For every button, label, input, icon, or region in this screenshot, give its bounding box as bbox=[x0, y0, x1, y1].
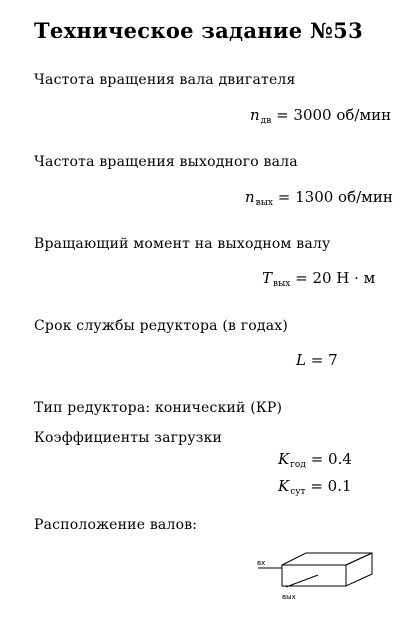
motor-speed-value: = 3000 об/мин bbox=[276, 106, 392, 124]
service-life-symbol: L bbox=[296, 351, 306, 369]
annual-load-symbol: K bbox=[278, 450, 290, 468]
service-life-value: = 7 bbox=[310, 351, 338, 369]
annual-load-formula bbox=[278, 450, 352, 470]
output-shaft-label: вых bbox=[282, 593, 296, 601]
shaft-layout-label: Расположение валов: bbox=[34, 517, 198, 533]
motor-speed-subscript: дв bbox=[260, 116, 272, 126]
output-torque-value: = 20 Н · м bbox=[295, 269, 376, 287]
output-torque-symbol: T bbox=[262, 269, 273, 287]
output-speed-symbol: n bbox=[245, 188, 255, 206]
output-torque-formula bbox=[262, 269, 375, 289]
box-front-face bbox=[282, 565, 346, 586]
input-shaft-label: вх bbox=[257, 559, 266, 567]
load-factors-label: Коэффициенты загрузки bbox=[34, 430, 223, 446]
daily-load-value: = 0.1 bbox=[310, 477, 352, 495]
shaft-layout-diagram bbox=[254, 549, 378, 605]
daily-load-subscript: сут bbox=[290, 487, 306, 497]
output-torque-label: Вращающий момент на выходном валу bbox=[34, 236, 331, 252]
annual-load-value: = 0.4 bbox=[310, 450, 352, 468]
output-speed-subscript: вых bbox=[255, 198, 273, 208]
daily-load-symbol: K bbox=[278, 477, 290, 495]
motor-speed-label: Частота вращения вала двигателя bbox=[34, 72, 296, 88]
output-speed-formula bbox=[245, 188, 393, 208]
service-life-label: Срок службы редуктора (в годах) bbox=[34, 318, 289, 334]
reducer-type-label: Тип редуктора: конический (КР) bbox=[34, 400, 283, 416]
output-torque-subscript: вых bbox=[273, 279, 291, 289]
output-speed-label: Частота вращения выходного вала bbox=[34, 154, 298, 170]
box-side-face bbox=[346, 553, 372, 586]
service-life-formula bbox=[296, 351, 338, 369]
page-title: Техническое задание №53 bbox=[34, 18, 363, 43]
output-shaft-line bbox=[286, 575, 318, 587]
daily-load-formula bbox=[278, 477, 352, 497]
annual-load-subscript: год bbox=[290, 460, 306, 470]
output-speed-value: = 1300 об/мин bbox=[277, 188, 393, 206]
motor-speed-formula bbox=[250, 106, 391, 126]
motor-speed-symbol: n bbox=[250, 106, 260, 124]
